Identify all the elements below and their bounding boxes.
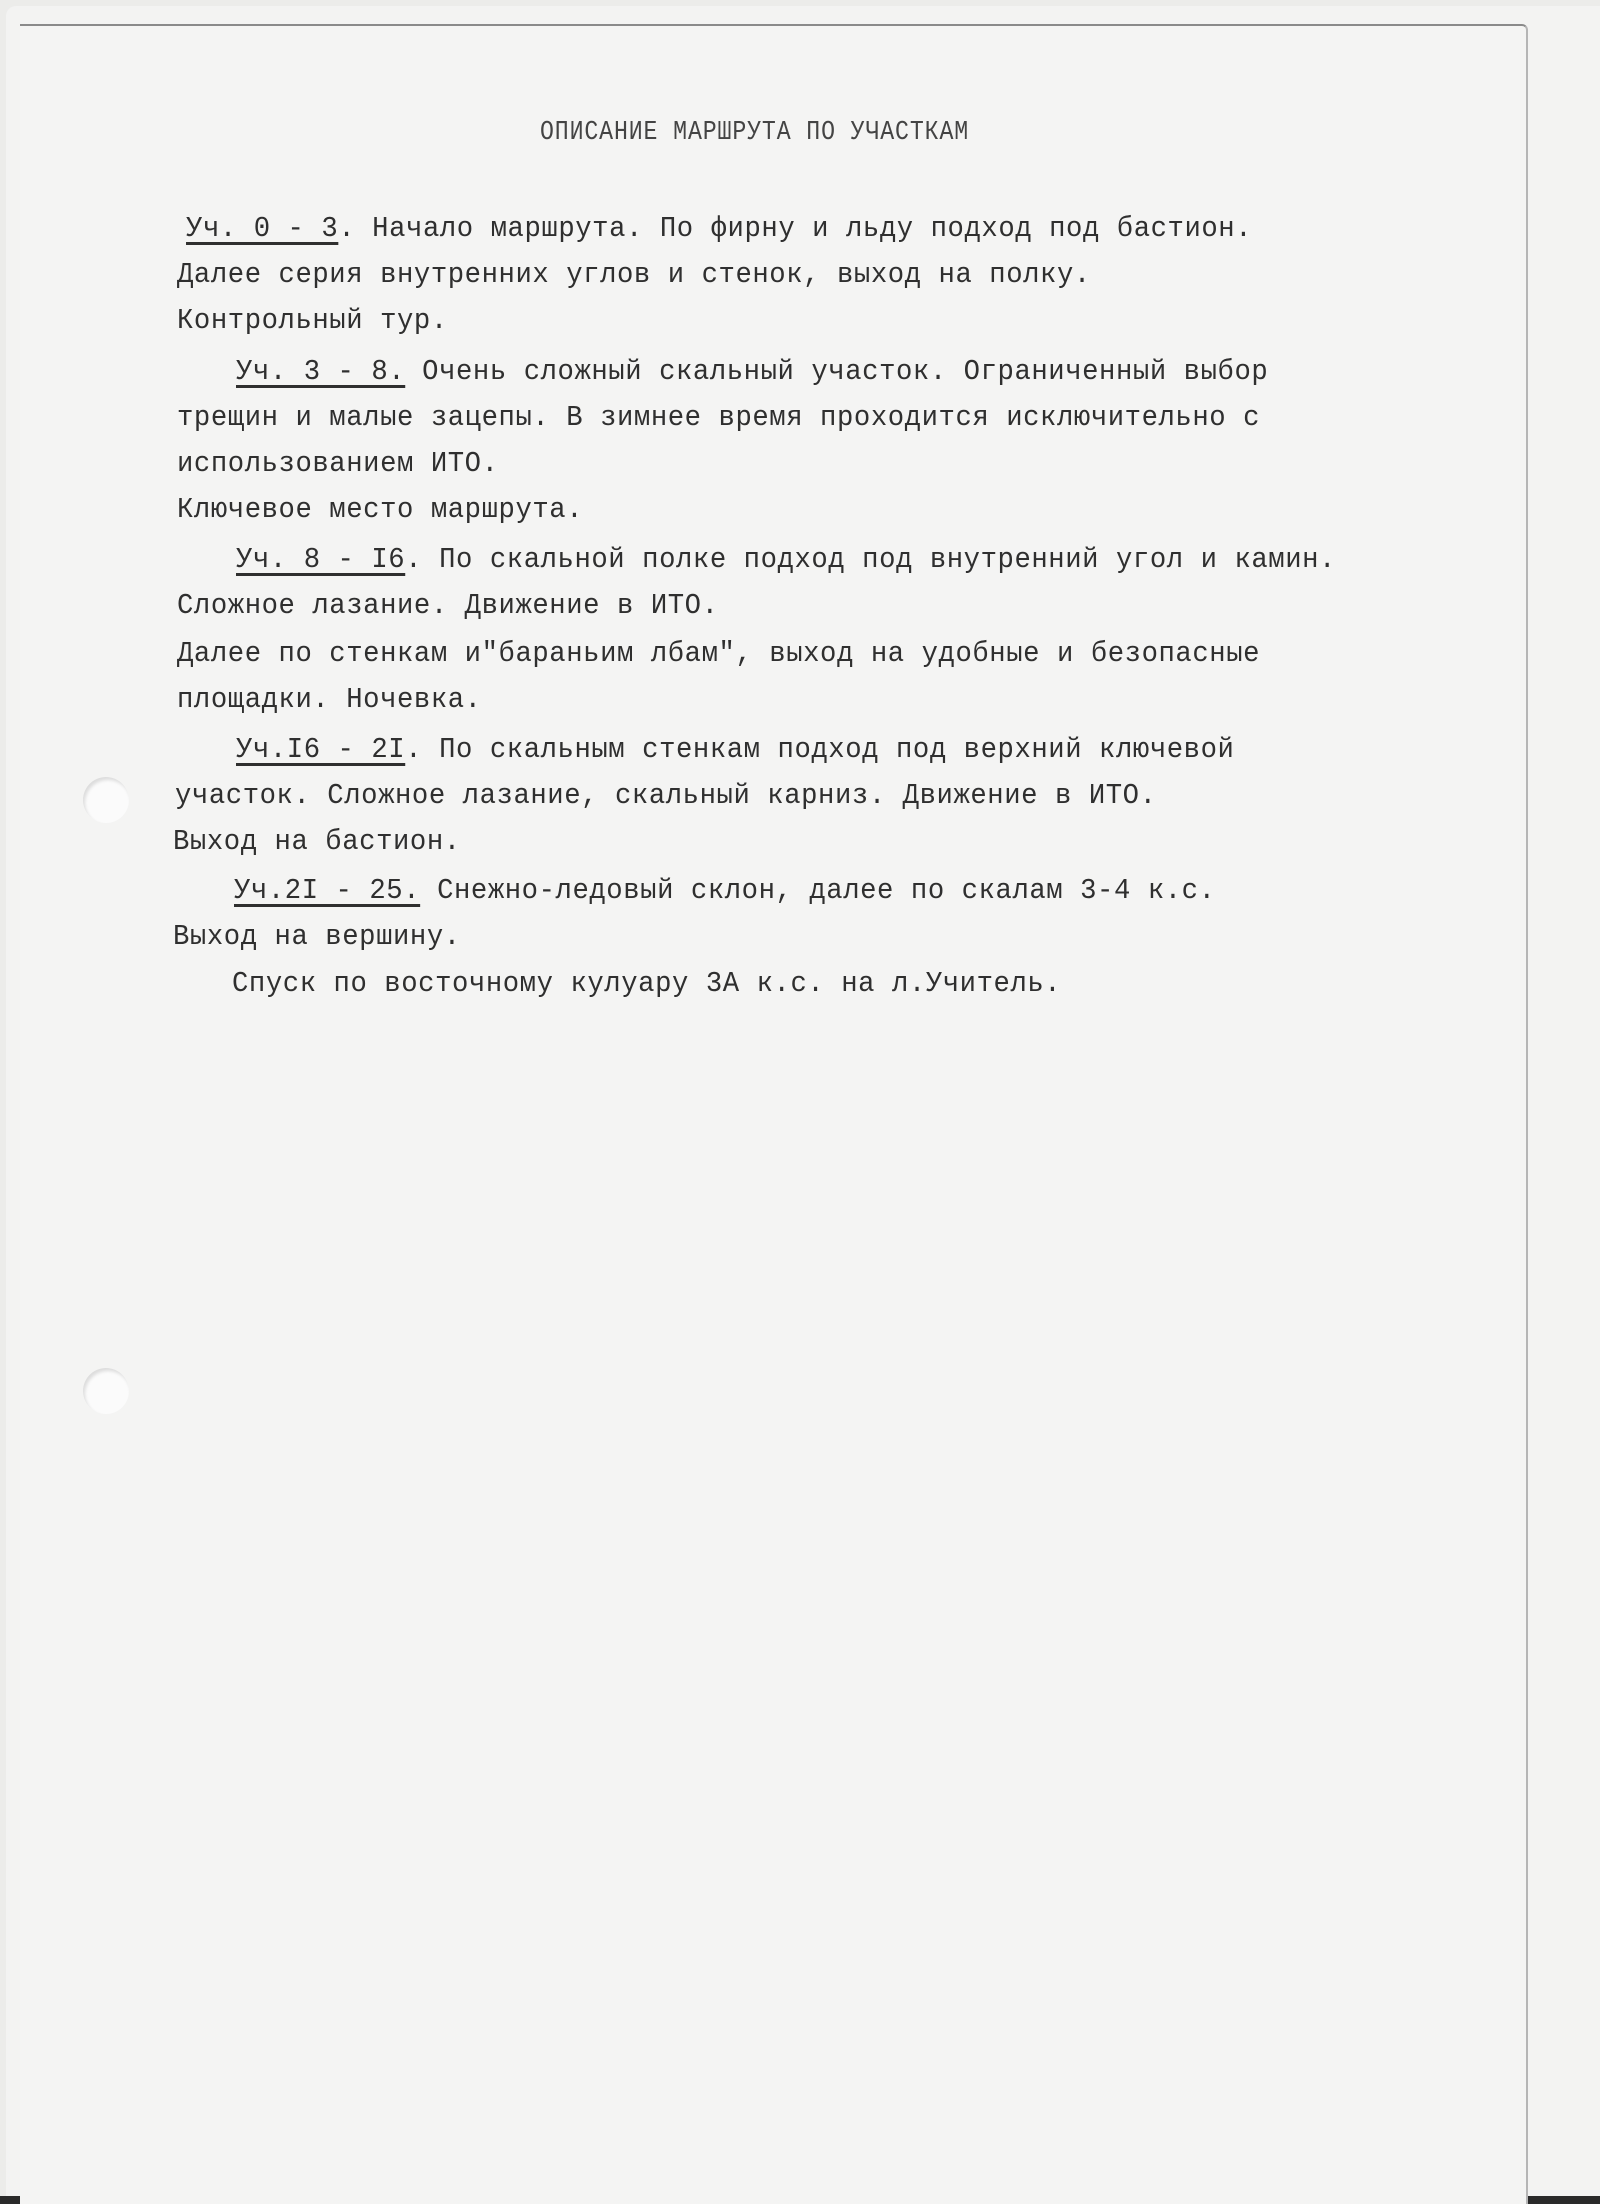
document-title: ОПИСАНИЕ МАРШРУТА ПО УЧАСТКАМ — [540, 118, 970, 148]
punch-hole — [83, 1368, 129, 1414]
section-line: трещин и малые зацепы. В зимнее время проходится исключительно с — [177, 401, 1261, 434]
section-line — [234, 874, 1216, 907]
section-label: Уч. 8 - I6 — [236, 543, 406, 576]
section-line — [180, 212, 1252, 245]
section-line: Далее серия внутренних углов и стенок, выход на полку. — [177, 258, 1091, 291]
section-line: Выход на вершину. — [173, 920, 461, 953]
section-text: . Начало маршрута. По фирну и льду подход под бастион. — [338, 212, 1253, 245]
section-line — [236, 355, 1268, 388]
section-text: . По скальной полке подход под внутренний угол и камин. — [405, 543, 1336, 576]
section-line — [236, 733, 1234, 766]
section-label: Уч.I6 - 2I — [236, 733, 406, 766]
section-label: Уч. 0 - 3 — [186, 212, 339, 245]
section-text: Очень сложный скальный участок. Ограниченный выбор — [405, 355, 1269, 388]
section-line — [236, 543, 1336, 576]
section-line: площадки. Ночевка. — [177, 683, 482, 716]
section-line: Ключевое место маршрута. — [177, 493, 584, 526]
section-text: . По скальным стенкам подход под верхний ключевой — [405, 733, 1235, 766]
section-line: Контрольный тур. — [177, 304, 448, 337]
section-line: Далее по стенкам и"бараньим лбам", выход на удобные и безопасные — [177, 637, 1261, 670]
descent-line: Спуск по восточному кулуару 3А к.с. на л.Учитель. — [232, 967, 1062, 1000]
section-label: Уч. 3 - 8. — [236, 355, 406, 388]
section-line: использованием ИТО. — [177, 447, 499, 480]
section-line: Сложное лазание. Движение в ИТО. — [177, 589, 719, 622]
paper-edge — [20, 24, 1528, 2204]
punch-hole — [83, 777, 129, 823]
section-line: Выход на бастион. — [173, 825, 461, 858]
section-label: Уч.2I - 25. — [234, 874, 421, 907]
section-text: Снежно-ледовый склон, далее по скалам 3-4 к.с. — [420, 874, 1216, 907]
section-line: участок. Сложное лазание, скальный карниз. Движение в ИТО. — [175, 779, 1157, 812]
